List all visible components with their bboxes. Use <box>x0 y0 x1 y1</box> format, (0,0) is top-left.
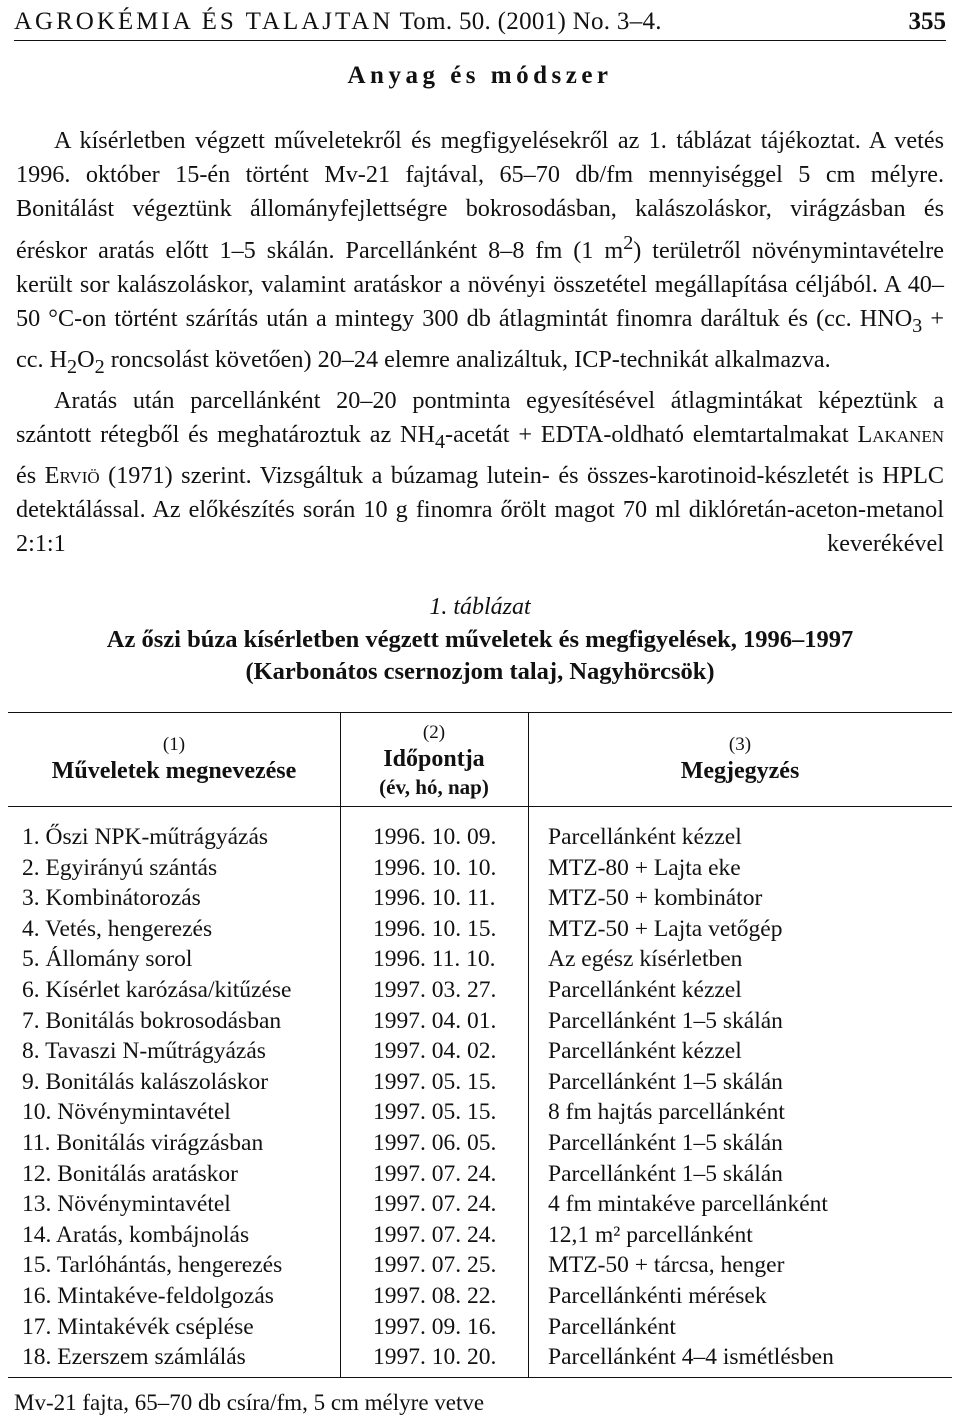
operation-cell: 18. Ezerszem számlálás <box>22 1344 246 1371</box>
table-bottom-rule <box>8 1377 952 1378</box>
section-title: Anyag és módszer <box>347 62 613 89</box>
table-row <box>0 1097 960 1128</box>
table-row <box>0 1159 960 1190</box>
body-text <box>16 124 944 561</box>
operation-cell: 5. Állomány sorol <box>22 946 193 973</box>
p1-sub-3: 2 <box>94 355 105 378</box>
table-row <box>0 975 960 1006</box>
date-cell: 1997. 07. 25. <box>373 1252 497 1279</box>
operation-cell: 7. Bonitálás bokrosodásban <box>22 1007 282 1034</box>
table-row <box>0 944 960 975</box>
column-label: Időpontja <box>383 746 485 772</box>
p1-text-d: O <box>77 345 95 373</box>
remark-cell: Parcellánként <box>548 1313 676 1340</box>
date-cell: 1996. 10. 15. <box>373 915 497 942</box>
journal-name: AGROKÉMIA ÉS TALAJTAN <box>14 8 394 35</box>
column-header-remark <box>528 734 952 786</box>
remark-cell: Parcellánként kézzel <box>548 1038 742 1065</box>
column-sublabel: (év, hó, nap) <box>379 775 489 799</box>
operation-cell: 9. Bonitálás kalászoláskor <box>22 1068 269 1095</box>
date-cell: 1996. 10. 10. <box>373 854 497 881</box>
remark-cell: Parcellánként 1–5 skálán <box>548 1160 783 1187</box>
remark-cell: MTZ-80 + Lajta eke <box>548 854 741 881</box>
operation-cell: 13. Növénymintavétel <box>22 1191 231 1218</box>
remark-cell: MTZ-50 + tárcsa, henger <box>548 1252 785 1279</box>
remark-cell: 12,1 m² parcellánként <box>548 1221 753 1248</box>
date-cell: 1997. 04. 01. <box>373 1007 497 1034</box>
operation-cell: 4. Vetés, hengerezés <box>22 915 213 942</box>
operation-cell: 3. Kombinátorozás <box>22 885 201 912</box>
table-row <box>0 1342 960 1373</box>
table-label: 1. táblázat <box>429 594 531 620</box>
table-row <box>0 1220 960 1251</box>
table-top-rule <box>8 712 952 713</box>
author-ervio: Erviö <box>44 461 100 489</box>
p2-text-d: (1971) szerint. Vizsgáltuk a búzamag lutein- és összes-karotinoid-készletét is HPLC detektálással. Az előkészítés során 10 g finomra őrölt magot 70 ml diklóretán-aceton-metanol 2:1:1 keverékével <box>16 461 944 557</box>
date-cell: 1997. 07. 24. <box>373 1221 497 1248</box>
column-header-operation <box>8 734 340 786</box>
date-cell: 1997. 10. 20. <box>373 1344 497 1371</box>
column-label: Megjegyzés <box>680 758 800 784</box>
remark-cell: MTZ-50 + kombinátor <box>548 885 763 912</box>
remark-cell: 8 fm hajtás parcellánként <box>548 1099 785 1126</box>
paragraph-2 <box>16 384 944 561</box>
remark-cell: Parcellánként 1–5 skálán <box>548 1068 783 1095</box>
operation-cell: 12. Bonitálás aratáskor <box>22 1160 239 1187</box>
table-row <box>0 1250 960 1281</box>
page-number: 355 <box>908 8 946 35</box>
remark-cell: Parcellánként kézzel <box>548 824 742 850</box>
remark-cell: Parcellánként 4–4 ismétlésben <box>548 1344 834 1371</box>
operation-cell: 15. Tarlóhántás, hengerezés <box>22 1252 283 1279</box>
date-cell: 1997. 05. 15. <box>373 1068 497 1095</box>
journal-issue: Tom. 50. (2001) No. 3–4. <box>399 8 662 35</box>
date-cell: 1997. 06. 05. <box>373 1129 497 1156</box>
table-title-line-2: (Karbonátos csernozjom talaj, Nagyhörcsök) <box>245 658 715 685</box>
date-cell: 1997. 04. 02. <box>373 1038 497 1065</box>
operation-cell: 10. Növénymintavétel <box>22 1099 231 1126</box>
table-row <box>0 1189 960 1220</box>
table-row <box>0 1281 960 1312</box>
table-title-line-1: Az őszi búza kísérletben végzett műveletek és megfigyelések, 1996–1997 <box>106 626 854 653</box>
operation-cell: 8. Tavaszi N-műtrágyázás <box>22 1038 266 1065</box>
author-lakanen: Lakanen <box>857 420 944 448</box>
table-header-rule <box>8 806 952 807</box>
remark-cell: Parcellánként kézzel <box>548 976 742 1003</box>
table-row <box>0 914 960 945</box>
journal-citation <box>14 4 662 40</box>
p1-text-e: roncsolást követően) 20–24 elemre analizáltuk, ICP-technikát alkalmazva. <box>104 345 831 373</box>
date-cell: 1996. 11. 10. <box>373 946 496 973</box>
operation-cell: 14. Aratás, kombájnolás <box>22 1221 250 1248</box>
p2-text-b: -acetát + EDTA-oldható elemtartalmakat <box>445 420 858 448</box>
table-row <box>0 853 960 884</box>
column-number: (3) <box>728 734 752 755</box>
table-body <box>0 822 960 1373</box>
remark-cell: Parcellánként 1–5 skálán <box>548 1007 783 1034</box>
remark-cell: MTZ-50 + Lajta vetőgép <box>548 915 783 942</box>
remark-cell: Parcellánkénti mérések <box>548 1282 767 1309</box>
operation-cell: 1. Őszi NPK-műtrágyázás <box>22 824 269 850</box>
date-cell: 1996. 10. 11. <box>373 885 496 912</box>
remark-cell: Az egész kísérletben <box>548 946 743 973</box>
table-row <box>0 1036 960 1067</box>
running-header <box>14 4 946 41</box>
remark-cell: Parcellánként 1–5 skálán <box>548 1129 783 1156</box>
table-row <box>0 822 960 853</box>
date-cell: 1997. 07. 24. <box>373 1191 497 1218</box>
table-title <box>0 624 960 688</box>
p1-text-c: + cc. H <box>16 305 944 373</box>
date-cell: 1997. 05. 15. <box>373 1099 497 1126</box>
date-cell: 1997. 09. 16. <box>373 1313 497 1340</box>
column-number: (2) <box>422 722 446 743</box>
date-cell: 1997. 07. 24. <box>373 1160 497 1187</box>
column-number: (1) <box>162 734 186 755</box>
p2-sub: 4 <box>434 430 446 453</box>
date-cell: 1997. 03. 27. <box>373 976 497 1003</box>
p1-sub-1: 3 <box>912 314 923 337</box>
operation-cell: 16. Mintakéve-feldolgozás <box>22 1282 274 1309</box>
p1-sub-2: 2 <box>67 355 78 378</box>
operation-cell: 17. Mintakévék cséplése <box>22 1313 254 1340</box>
table-row <box>0 1312 960 1343</box>
column-label: Műveletek megnevezése <box>51 758 297 784</box>
remark-cell: 4 fm mintakéve parcellánként <box>548 1191 828 1218</box>
p2-text-c: és <box>16 461 45 489</box>
column-header-date <box>340 722 528 800</box>
operation-cell: 2. Egyirányú szántás <box>22 854 218 881</box>
operation-cell: 11. Bonitálás virágzásban <box>22 1129 264 1156</box>
table-footnote: Mv-21 fajta, 65–70 db csíra/fm, 5 cm mélyre vetve <box>14 1390 485 1415</box>
date-cell: 1997. 08. 22. <box>373 1282 497 1309</box>
table-row <box>0 1067 960 1098</box>
table-row <box>0 883 960 914</box>
table-row <box>0 1006 960 1037</box>
p1-text-b: ) területről növénymintavételre került sor kalászoláskor, valamint aratáskor a növényi összetétel megállapítása céljából. A 40–50 °C-on történt szárítás után a mintegy 300 db átlagmintát finomra daráltuk és (cc. HNO <box>16 237 944 333</box>
p2-text-a: Aratás után parcellánként 20–20 pontminta egyesítésével átlagmintákat képeztünk a szántott rétegből és meghatároztuk az NH <box>16 386 944 448</box>
table-row <box>0 1128 960 1159</box>
p1-sup: 2 <box>623 232 634 254</box>
paragraph-1 <box>16 124 944 384</box>
operation-cell: 6. Kísérlet karózása/kitűzése <box>22 976 292 1003</box>
p1-text-a: A kísérletben végzett műveletekről és megfigyelésekről az 1. táblázat tájékoztat. A vetés 1996. október 15-én történt Mv-21 fajtával, 65–70 db/fm mennyiséggel 5 cm mélyre. Bonitálást végeztünk állományfejlettségre bokrosodásban, kalászoláskor, virágzásban és éréskor aratás előtt 1–5 skálán. Parcellánként 8–8 fm (1 m <box>16 127 944 265</box>
date-cell: 1996. 10. 09. <box>373 824 497 850</box>
